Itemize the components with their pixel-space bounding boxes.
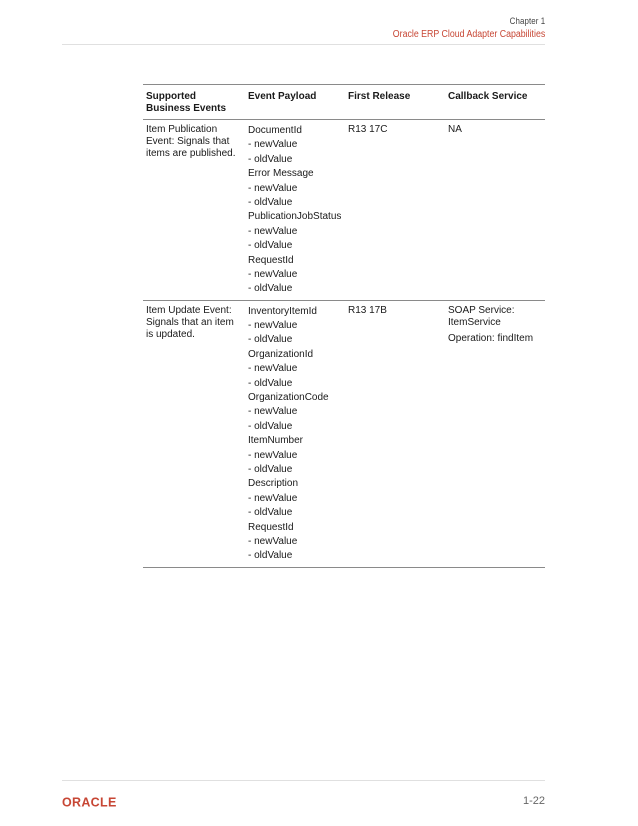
payload-item: - oldValue (248, 334, 293, 346)
column-header-events: Supported Business Events (143, 85, 245, 120)
section-title: Oracle ERP Cloud Adapter Capabilities (392, 29, 545, 40)
page-number: 1-22 (522, 795, 545, 807)
payload-item: - oldValue (248, 196, 293, 208)
payload-item: - oldValue (248, 420, 293, 432)
payload-item: Description (248, 478, 299, 490)
payload-item: PublicationJobStatus (248, 211, 342, 223)
callback-cell (445, 120, 545, 301)
table-body (143, 120, 545, 568)
page-header (372, 16, 545, 40)
payload-item: - newValue (248, 139, 298, 151)
payload-item: RequestId (248, 521, 294, 533)
release-cell: R13 17B (345, 300, 445, 567)
payload-item: - newValue (248, 363, 298, 375)
table-row (143, 300, 545, 567)
column-header-release: First Release (345, 85, 445, 120)
payload-item: ItemNumber (248, 435, 304, 447)
payload-item: InventoryItemId (248, 305, 317, 317)
payload-item: - newValue (248, 535, 298, 547)
payload-item: - newValue (248, 492, 298, 504)
payload-item: - newValue (248, 268, 298, 280)
payload-item: - oldValue (248, 507, 293, 519)
oracle-logo (62, 795, 132, 814)
payload-item: - oldValue (248, 463, 293, 475)
business-events-table (143, 84, 545, 568)
payload-item: OrganizationId (248, 348, 314, 360)
oracle-logo-icon (62, 795, 132, 809)
column-header-callback: Callback Service (445, 85, 545, 120)
payload-item: - oldValue (248, 283, 293, 295)
payload-cell (245, 300, 345, 567)
payload-item: Error Message (248, 168, 314, 180)
release-cell: R13 17C (345, 120, 445, 301)
payload-item: OrganizationCode (248, 392, 329, 404)
column-header-payload: Event Payload (245, 85, 345, 120)
callback-cell (445, 300, 545, 567)
callback-item: Operation: findItem (448, 332, 534, 344)
payload-item: - newValue (248, 225, 298, 237)
payload-item: DocumentId (248, 125, 302, 136)
chapter-label: Chapter 1 (509, 16, 545, 26)
payload-item: - oldValue (248, 377, 293, 389)
table-header-row (143, 85, 545, 120)
callback-item: SOAP Service: ItemService (448, 304, 515, 328)
payload-item: - newValue (248, 320, 298, 332)
event-cell: Item Update Event: Signals that an item is updated. (143, 300, 245, 567)
svg-text:ORACLE: ORACLE (62, 795, 117, 809)
payload-item: - oldValue (248, 153, 293, 165)
payload-item: - newValue (248, 449, 298, 461)
payload-item: - newValue (248, 182, 298, 194)
table-row (143, 120, 545, 301)
callback-item: NA (448, 124, 462, 135)
payload-item: - oldValue (248, 240, 293, 252)
payload-cell (245, 120, 345, 301)
event-cell: Item Publication Event: Signals that items are published. (143, 120, 245, 301)
header-divider (62, 44, 545, 45)
payload-item: - newValue (248, 406, 298, 418)
payload-item: - oldValue (248, 550, 293, 562)
payload-item: RequestId (248, 254, 294, 266)
footer-divider (62, 780, 545, 781)
